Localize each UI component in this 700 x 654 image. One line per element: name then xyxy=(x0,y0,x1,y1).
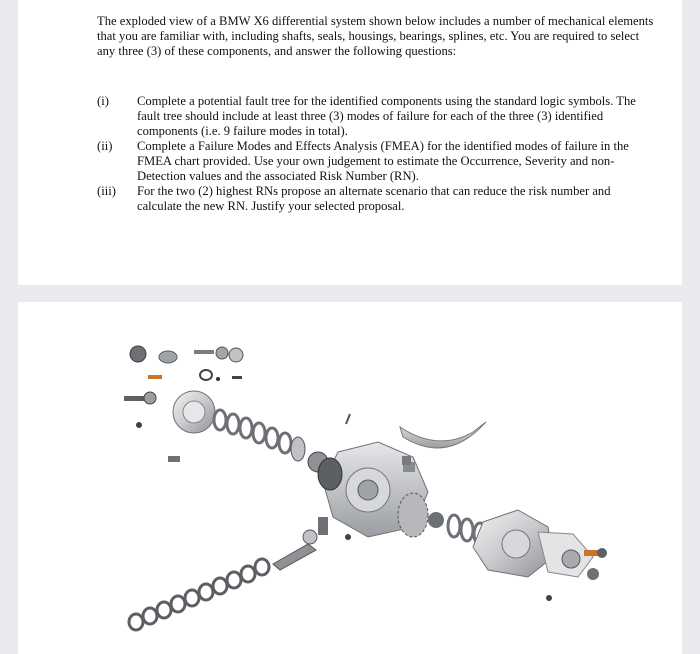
intro-paragraph: The exploded view of a BMW X6 differential system shown below includes a number of mechanical elements that you are familiar with, including shafts, seals, housings, bearings, splines, etc. You are required to select any three (3) of these components, and answer the following questions: xyxy=(97,14,654,58)
question-card xyxy=(18,0,682,285)
input-shaft-assembly xyxy=(168,391,328,472)
differential-exploded-view-image xyxy=(18,302,682,654)
question-text: For the two (2) highest RNs propose an alternate scenario that can reduce the risk number and calculate the new RN. Justify your selected proposal. xyxy=(137,184,611,213)
question-text: Complete a Failure Modes and Effects Analysis (FMEA) for the identified modes of failure in the FMEA chart provided. Use your own judgement to estimate the Occurrence, Severity and non-Detection values and the associated Risk Number (RN). xyxy=(137,139,629,183)
question-number: (iii) xyxy=(97,184,116,198)
output-shaft-assembly xyxy=(129,517,351,630)
question-number: (ii) xyxy=(97,139,113,153)
differential-figure-card xyxy=(18,302,682,654)
rear-cover-housing xyxy=(473,510,607,601)
crown-gear xyxy=(398,493,486,545)
question-number: (i) xyxy=(97,94,109,108)
question-text: Complete a potential fault tree for the identified components using the standard logic symbols. The fault tree should include at least three (3) modes of failure for each of the three (3) identified components (i.e. 9 failure modes in total). xyxy=(137,94,636,138)
